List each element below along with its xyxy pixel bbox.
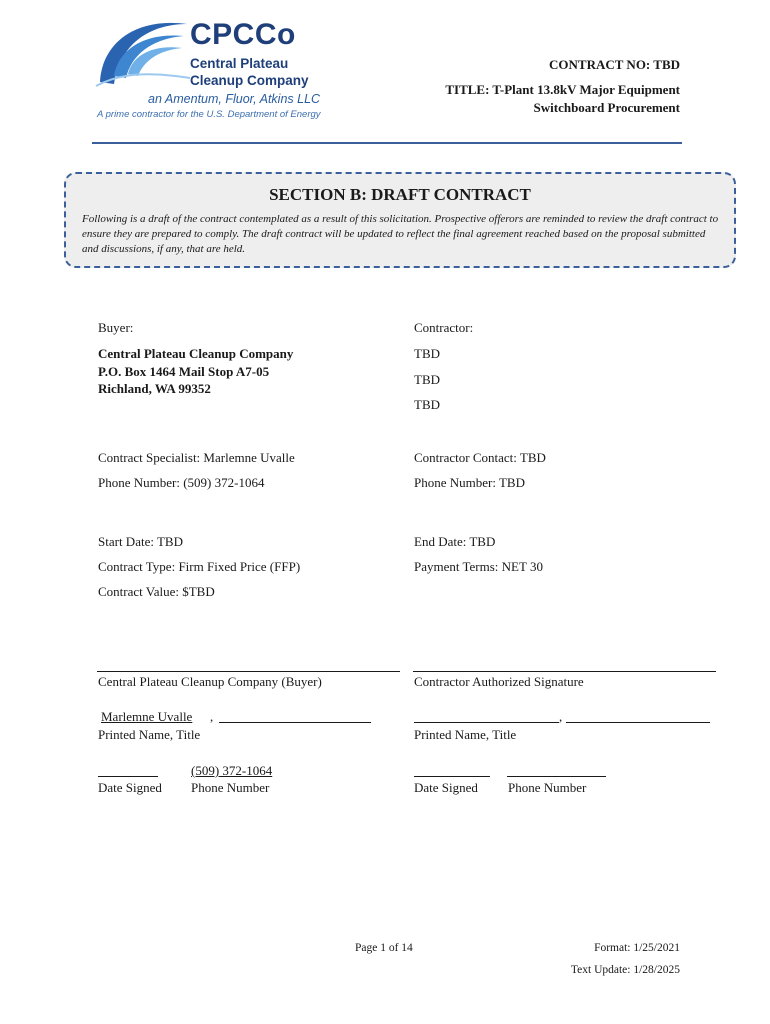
contractor-line3: TBD [414,397,440,412]
contractor-date-signed-label: Date Signed [414,780,478,795]
contract-specialist: Contract Specialist: Marlemne Uvalle [98,450,295,465]
buyer-date-signed-label: Date Signed [98,780,162,795]
logo-prime-contractor: A prime contractor for the U.S. Department of Energy [97,109,321,120]
contract-type: Contract Type: Firm Fixed Price (FFP) [98,559,301,574]
contractor-contact: Contractor Contact: TBD [414,450,546,465]
buyer-label: Buyer: [98,320,134,335]
contractor-date-line [414,776,490,777]
contractor-title-line [566,722,710,723]
contract-value: Contract Value: $TBD [98,584,215,599]
buyer-name-comma: , [210,709,214,724]
contractor-line1: TBD [414,346,440,361]
page-number: Page 1 of 14 [355,942,413,954]
swoosh-logo-icon [92,12,192,92]
buyer-date-line [98,776,158,777]
contractor-phone-line [507,776,606,777]
contractor-name-line [414,722,559,723]
logo-brand: CPCCo [190,18,296,51]
buyer-signature-caption: Central Plateau Cleanup Company (Buyer) [98,674,322,689]
company-logo [92,12,332,120]
contract-number: CONTRACT NO: TBD [549,57,680,72]
contractor-printed-name-label: Printed Name, Title [414,727,517,742]
contractor-phone-number-label: Phone Number [508,780,587,795]
buyer-phone-number-label: Phone Number [191,780,270,795]
buyer-address-line2: Richland, WA 99352 [98,381,211,396]
buyer-signature-line [97,671,400,672]
contractor-name-comma: , [559,709,563,724]
end-date: End Date: TBD [414,534,496,549]
contractor-label: Contractor: [414,320,474,335]
buyer-title-line [219,722,371,723]
contractor-signature-caption: Contractor Authorized Signature [414,674,584,689]
logo-org-line2: Cleanup Company [190,73,309,88]
logo-org-line1: Central Plateau [190,56,289,71]
buyer-phone-value: (509) 372-1064 [191,763,273,778]
payment-terms: Payment Terms: NET 30 [414,559,543,574]
section-b-box [64,172,736,268]
buyer-address-line1: P.O. Box 1464 Mail Stop A7-05 [98,364,270,379]
contractor-phone: Phone Number: TBD [414,475,525,490]
buyer-phone: Phone Number: (509) 372-1064 [98,475,265,490]
logo-partners: an Amentum, Fluor, Atkins LLC [148,92,321,106]
buyer-printed-name: Marlemne Uvalle [101,709,193,724]
format-date: Format: 1/25/2021 [594,942,680,954]
start-date: Start Date: TBD [98,534,183,549]
section-title: SECTION B: DRAFT CONTRACT [269,185,531,204]
header-divider [92,142,682,144]
contractor-line2: TBD [414,372,440,387]
contract-title-line1: TITLE: T-Plant 13.8kV Major Equipment [445,82,680,97]
section-note: Following is a draft of the contract contemplated as a result of this solicitation. Prospective offerors are reminded to review the draft contract to ensure they are prepared to comply. The draft contract will be updated to reflect the final agreement reached based on the proposal submitted and discussions, if any, that are held. [82,213,719,255]
text-update-date: Text Update: 1/28/2025 [570,964,680,976]
buyer-printed-name-label: Printed Name, Title [98,727,201,742]
contractor-signature-line [413,671,716,672]
buyer-name: Central Plateau Cleanup Company [98,346,294,361]
contract-title-line2: Switchboard Procurement [533,100,680,115]
